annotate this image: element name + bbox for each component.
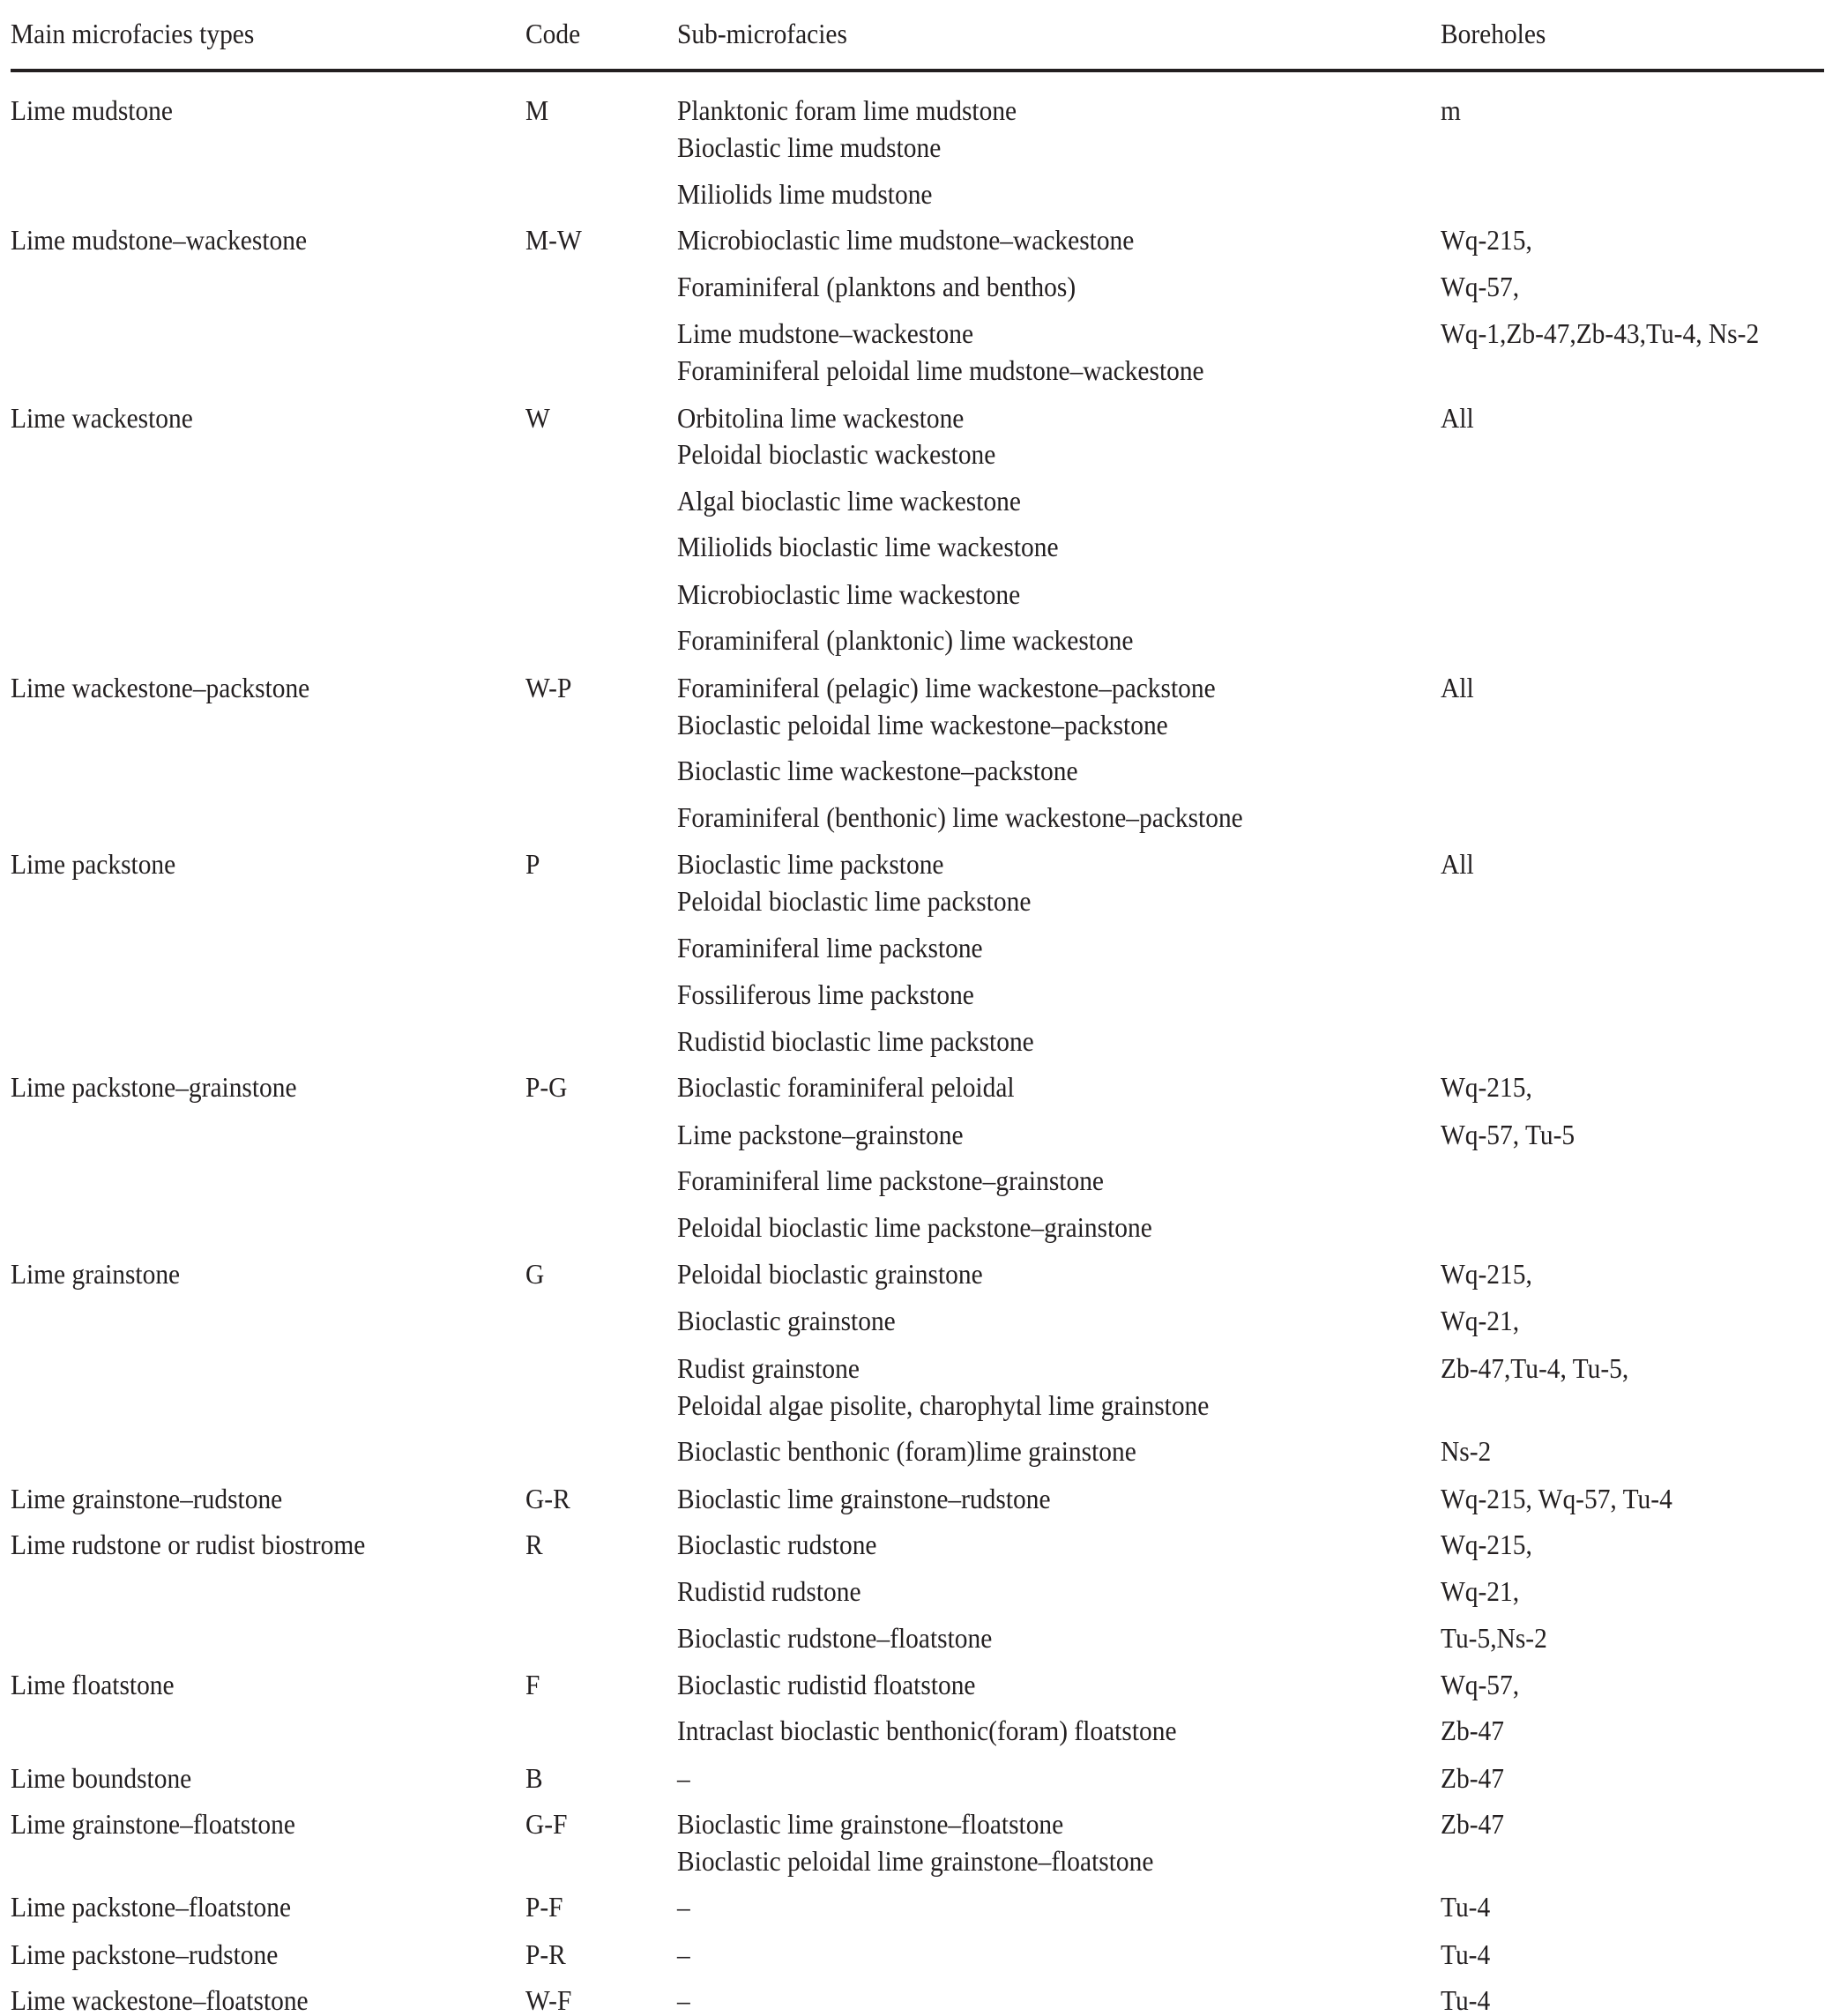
cell-boreholes: Wq-215, Wq-57, Tu-4 [1441,1483,1672,1514]
cell-sub-microfacies: Miliolids bioclastic lime wackestone [677,531,1059,562]
cell-sub-microfacies: Bioclastic benthonic (foram)lime grainstone [677,1435,1136,1467]
cell-boreholes: Wq-215, [1441,224,1532,256]
cell-sub-microfacies: Bioclastic lime wackestone–packstone [677,755,1078,786]
cell-sub-microfacies: Bioclastic peloidal lime grainstone–floatstone [677,1845,1154,1877]
cell-main-type: Lime floatstone [11,1669,175,1700]
cell-boreholes: Tu-4 [1441,1938,1491,1970]
cell-main-type: Lime packstone–grainstone [11,1071,297,1103]
cell-code: F [525,1669,540,1700]
cell-code: P-G [525,1071,568,1103]
cell-boreholes: Wq-215, [1441,1258,1532,1290]
cell-sub-microfacies: Foraminiferal (planktons and benthos) [677,271,1076,302]
cell-sub-microfacies: Peloidal bioclastic wackestone [677,438,996,470]
cell-boreholes: Zb-47,Tu-4, Tu-5, [1441,1352,1629,1384]
cell-sub-microfacies: Orbitolina lime wackestone [677,402,965,434]
cell-boreholes: Wq-57, [1441,1669,1520,1700]
cell-sub-microfacies: Microbioclastic lime wackestone [677,578,1021,610]
cell-code: G-F [525,1808,568,1840]
cell-boreholes: All [1441,672,1474,703]
cell-sub-microfacies: – [677,1984,690,2016]
cell-code: M-W [525,224,582,256]
cell-sub-microfacies: Rudistid rudstone [677,1575,861,1607]
cell-sub-microfacies: Bioclastic lime mudstone [677,131,942,163]
cell-sub-microfacies: Lime mudstone–wackestone [677,317,974,349]
cell-boreholes: Wq-57, Tu-5 [1441,1119,1576,1150]
cell-boreholes: Wq-215, [1441,1529,1532,1560]
cell-boreholes: Wq-1,Zb-47,Zb-43,Tu-4, Ns-2 [1441,317,1760,349]
cell-sub-microfacies: Bioclastic lime packstone [677,848,944,880]
cell-code: G-R [525,1483,570,1514]
cell-code: W-P [525,672,572,703]
cell-main-type: Lime grainstone [11,1258,181,1290]
cell-sub-microfacies: Peloidal bioclastic lime packstone–grainstone [677,1211,1152,1243]
header-sub-microfacies: Sub-microfacies [677,18,847,49]
cell-boreholes: Zb-47 [1441,1715,1504,1746]
cell-code: B [525,1762,543,1794]
cell-code: M [525,94,549,126]
cell-sub-microfacies: Lime packstone–grainstone [677,1119,964,1150]
cell-sub-microfacies: Foraminiferal (planktonic) lime wackestone [677,624,1134,656]
cell-main-type: Lime mudstone–wackestone [11,224,308,256]
cell-sub-microfacies: Foraminiferal (benthonic) lime wackestone–packstone [677,801,1243,833]
cell-sub-microfacies: – [677,1762,690,1794]
cell-boreholes: All [1441,848,1474,880]
cell-main-type: Lime rudstone or rudist biostrome [11,1529,366,1560]
cell-boreholes: Zb-47 [1441,1762,1504,1794]
cell-boreholes: Tu-4 [1441,1891,1491,1923]
cell-main-type: Lime packstone–floatstone [11,1891,292,1923]
cell-sub-microfacies: Microbioclastic lime mudstone–wackestone [677,224,1135,256]
cell-sub-microfacies: Bioclastic rudistid floatstone [677,1669,976,1700]
cell-sub-microfacies: Bioclastic rudstone–floatstone [677,1622,993,1654]
cell-sub-microfacies: Bioclastic lime grainstone–rudstone [677,1483,1051,1514]
cell-boreholes: Tu-4 [1441,1984,1491,2016]
cell-boreholes: Wq-215, [1441,1071,1532,1103]
header-main-microfacies-types: Main microfacies types [11,18,255,49]
cell-sub-microfacies: – [677,1938,690,1970]
cell-sub-microfacies: Bioclastic grainstone [677,1305,896,1336]
cell-boreholes: m [1441,94,1461,126]
cell-main-type: Lime packstone [11,848,176,880]
cell-boreholes: Wq-57, [1441,271,1520,302]
cell-sub-microfacies: Foraminiferal lime packstone [677,932,983,963]
header-code: Code [525,18,581,49]
cell-code: W [525,402,550,434]
cell-sub-microfacies: Bioclastic rudstone [677,1529,877,1560]
cell-sub-microfacies: Algal bioclastic lime wackestone [677,485,1021,517]
cell-code: P [525,848,540,880]
cell-boreholes: Zb-47 [1441,1808,1504,1840]
cell-code: G [525,1258,545,1290]
cell-sub-microfacies: Peloidal bioclastic grainstone [677,1258,983,1290]
cell-sub-microfacies: Rudistid bioclastic lime packstone [677,1025,1034,1057]
cell-sub-microfacies: Intraclast bioclastic benthonic(foram) floatstone [677,1715,1177,1746]
cell-sub-microfacies: Bioclastic peloidal lime wackestone–packstone [677,709,1168,740]
header-rule [11,69,1824,72]
cell-sub-microfacies: Foraminiferal peloidal lime mudstone–wackestone [677,354,1204,386]
cell-boreholes: Ns-2 [1441,1435,1492,1467]
cell-boreholes: Tu-5,Ns-2 [1441,1622,1547,1654]
cell-boreholes: Wq-21, [1441,1575,1520,1607]
cell-boreholes: All [1441,402,1474,434]
cell-main-type: Lime mudstone [11,94,173,126]
cell-boreholes: Wq-21, [1441,1305,1520,1336]
cell-sub-microfacies: Miliolids lime mudstone [677,178,933,210]
cell-main-type: Lime wackestone–packstone [11,672,310,703]
cell-code: P-F [525,1891,563,1923]
cell-main-type: Lime boundstone [11,1762,192,1794]
cell-main-type: Lime wackestone–floatstone [11,1984,309,2016]
cell-main-type: Lime packstone–rudstone [11,1938,279,1970]
cell-main-type: Lime grainstone–floatstone [11,1808,295,1840]
cell-sub-microfacies: Foraminiferal (pelagic) lime wackestone–packstone [677,672,1216,703]
cell-main-type: Lime grainstone–rudstone [11,1483,283,1514]
cell-sub-microfacies: Planktonic foram lime mudstone [677,94,1017,126]
cell-sub-microfacies: Peloidal bioclastic lime packstone [677,885,1032,917]
header-boreholes: Boreholes [1441,18,1546,49]
cell-code: R [525,1529,543,1560]
cell-sub-microfacies: – [677,1891,690,1923]
cell-sub-microfacies: Rudist grainstone [677,1352,860,1384]
cell-sub-microfacies: Foraminiferal lime packstone–grainstone [677,1164,1104,1196]
cell-sub-microfacies: Bioclastic foraminiferal peloidal [677,1071,1015,1103]
cell-sub-microfacies: Fossiliferous lime packstone [677,978,974,1010]
cell-code: W-F [525,1984,572,2016]
cell-sub-microfacies: Bioclastic lime grainstone–floatstone [677,1808,1064,1840]
cell-sub-microfacies: Peloidal algae pisolite, charophytal lime grainstone [677,1389,1210,1421]
cell-main-type: Lime wackestone [11,402,193,434]
cell-code: P-R [525,1938,566,1970]
